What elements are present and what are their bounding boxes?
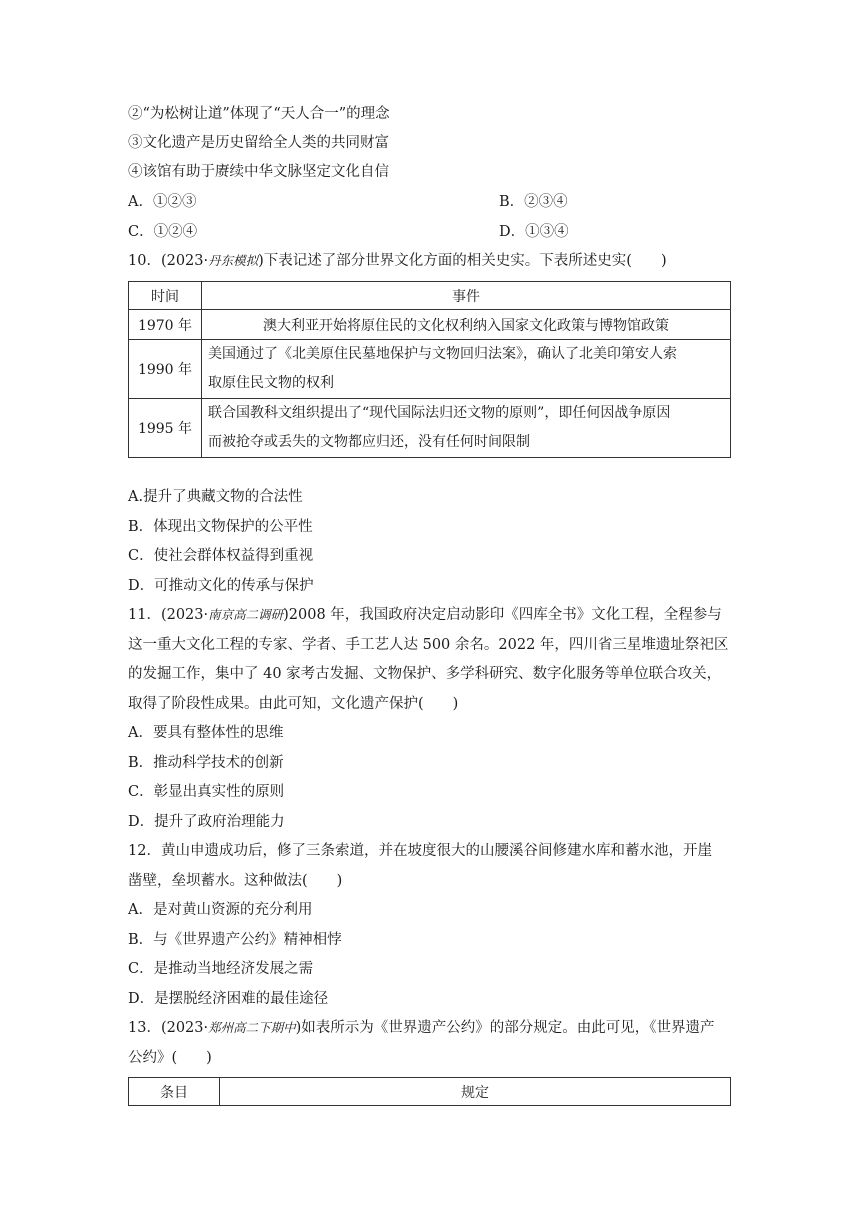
- q11-stem-line3: 的发掘工作，集中了 40 家考古发掘、文物保护、多学科研究、数字化服务等单位联合攻关，: [128, 666, 722, 682]
- q10-option-b[interactable]: B．体现出文物保护的公平性: [128, 519, 313, 535]
- q10-row1-event: 澳大利亚开始将原住民的文化权利纳入国家文化政策与博物馆政策: [202, 310, 731, 340]
- q9-options-row1: [128, 192, 568, 212]
- q13-stem-line2: 公约》( ): [128, 1050, 212, 1066]
- q10-table-header-event: 事件: [202, 282, 731, 310]
- q9-option-d[interactable]: D．①③④: [499, 224, 569, 240]
- q12-option-b[interactable]: B．与《世界遗产公约》精神相悖: [128, 932, 342, 948]
- q11-option-d[interactable]: D．提升了政府治理能力: [128, 814, 285, 830]
- q10-row1-year: 1970 年: [129, 310, 202, 340]
- q9-options-row2: [128, 222, 569, 242]
- q11-option-b[interactable]: B．推动科学技术的创新: [128, 755, 284, 771]
- q9-option-a[interactable]: A．①②③: [128, 194, 197, 210]
- q10-source: 丹东模拟: [208, 253, 259, 268]
- q10-option-c[interactable]: C．使社会群体权益得到重视: [128, 548, 314, 564]
- q10-table-header-time: 时间: [129, 282, 202, 310]
- q12-option-a[interactable]: A．是对黄山资源的充分利用: [128, 902, 313, 918]
- q9-option-c[interactable]: C．①②④: [128, 224, 198, 240]
- q10-table: [128, 281, 731, 458]
- q11-option-a[interactable]: A．要具有整体性的思维: [128, 725, 284, 741]
- q12-stem-line1: 12．黄山申遗成功后，修了三条索道，并在坡度很大的山腰溪谷间修建水库和蓄水池，开崖: [128, 843, 712, 859]
- statement-3: ③文化遗产是历史留给全人类的共同财富: [128, 135, 389, 151]
- q11-option-c[interactable]: C．彰显出真实性的原则: [128, 784, 285, 800]
- q11-source: 南京高二调研: [208, 607, 284, 622]
- q10-stem: 10．(2023·丹东模拟)下表记述了部分世界文化方面的相关史实。下表所述史实( ): [128, 253, 667, 269]
- q12-option-c[interactable]: C．是推动当地经济发展之需: [128, 961, 314, 977]
- q13-source: 郑州高二下期中: [208, 1020, 296, 1035]
- q13-table-header-item: 条目: [129, 1078, 220, 1106]
- q10-option-a[interactable]: A.提升了典藏文物的合法性: [128, 489, 303, 505]
- q10-row3-event: 联合国教科文组织提出了“现代国际法归还文物的原则”，即任何因战争原因 而被抢夺或丢失的文物都应归还，没有任何时间限制: [202, 399, 731, 458]
- q10-row2-year: 1990 年: [129, 340, 202, 399]
- q10-row3-year: 1995 年: [129, 399, 202, 458]
- q9-option-b[interactable]: B．②③④: [499, 194, 568, 210]
- q12-option-d[interactable]: D．是摆脱经济困难的最佳途径: [128, 991, 329, 1007]
- q13-table: [128, 1077, 731, 1106]
- q11-stem-line1: 11．(2023·南京高二调研)2008 年，我国政府决定启动影印《四库全书》文化工程，全程参与: [128, 607, 722, 623]
- statement-4: ④该馆有助于赓续中华文脉坚定文化自信: [128, 164, 389, 180]
- statement-2: ②“为松树让道”体现了“天人合一”的理念: [128, 106, 390, 122]
- q13-stem-line1: 13．(2023·郑州高二下期中)如表所示为《世界遗产公约》的部分规定。由此可见，《世界遗产: [128, 1020, 715, 1036]
- q13-table-header-rule: 规定: [220, 1078, 731, 1106]
- q10-option-d[interactable]: D．可推动文化的传承与保护: [128, 578, 314, 594]
- q11-stem-line4: 取得了阶段性成果。由此可知，文化遗产保护( ): [128, 696, 459, 712]
- q11-stem-line2: 这一重大文化工程的专家、学者、手工艺人达 500 余名。2022 年，四川省三星堆遗址祭祀区: [128, 637, 729, 653]
- q12-stem-line2: 凿壁，垒坝蓄水。这种做法( ): [128, 873, 343, 889]
- q10-row2-event: 美国通过了《北美原住民墓地保护与文物回归法案》，确认了北美印第安人索 取原住民文物的权利: [202, 340, 731, 399]
